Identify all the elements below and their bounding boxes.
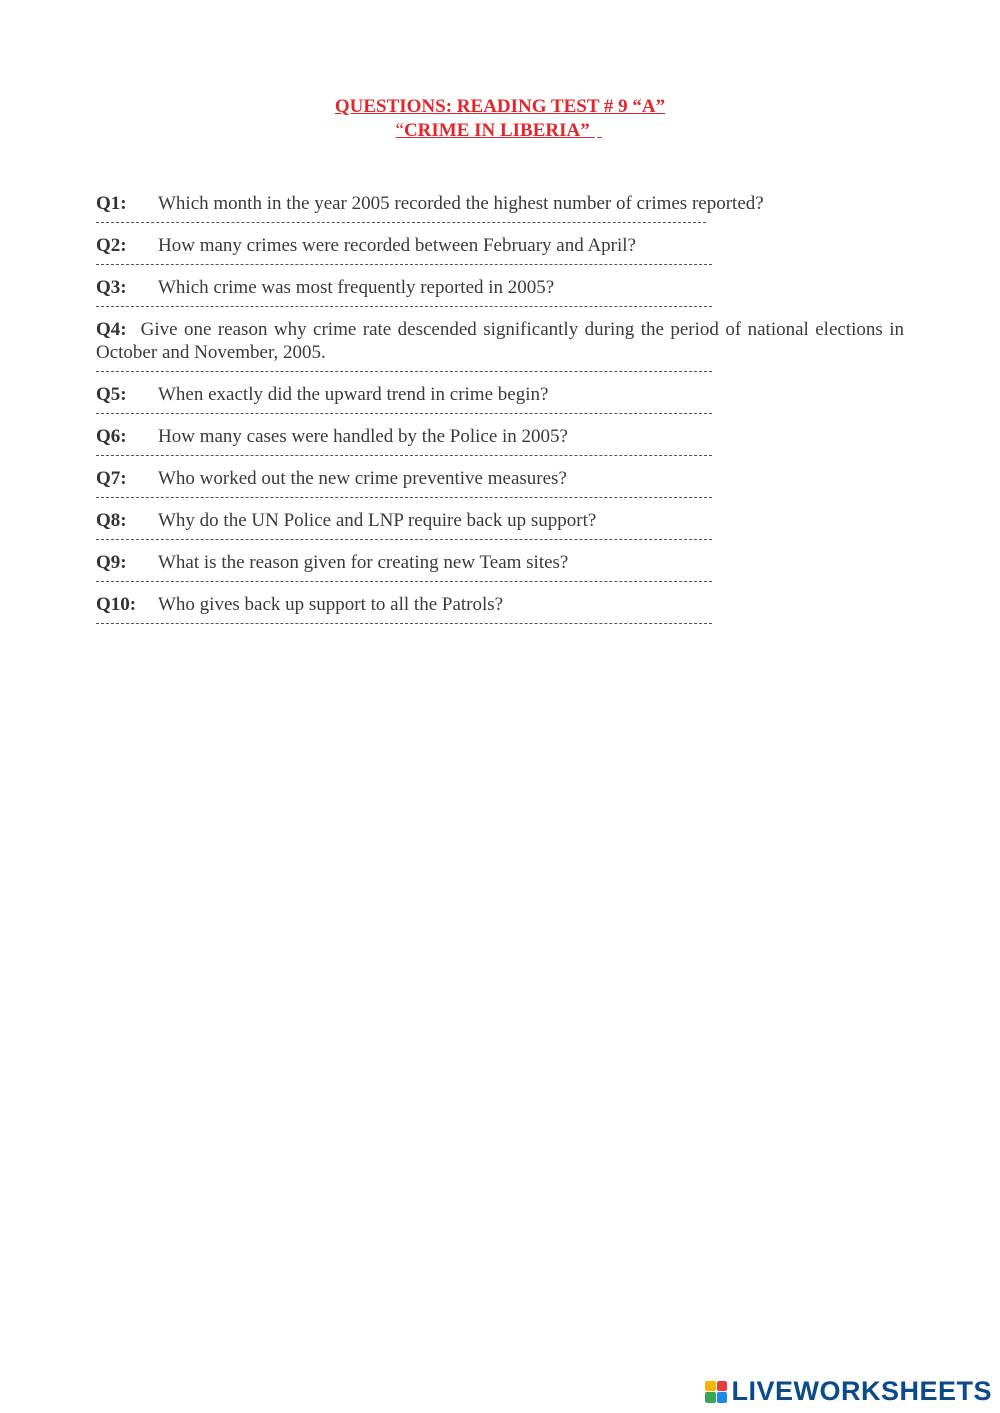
question-number: Q10: [96, 594, 137, 615]
subtitle-close-quote: ” [580, 120, 590, 141]
subtitle-text: CRIME IN LIBERIA [403, 120, 581, 141]
question-item [96, 276, 904, 307]
answer-line[interactable] [96, 306, 712, 307]
question-number: Q2: [96, 235, 127, 256]
question-item [96, 551, 904, 582]
question-number: Q9: [96, 552, 127, 573]
liveworksheets-logo-icon [705, 1381, 727, 1403]
question-text: What is the reason given for creating new Team sites? [158, 552, 569, 573]
question-number: Q4: [96, 319, 127, 340]
question-text: Give one reason why crime rate descended significantly during the period of national elections in October and November, 2005. [96, 319, 904, 363]
question-text: How many crimes were recorded between February and April? [158, 235, 636, 256]
answer-line[interactable] [96, 497, 712, 498]
subtitle-open-quote: “ [395, 120, 404, 141]
question-item [96, 425, 904, 456]
answer-line[interactable] [96, 413, 712, 414]
subtitle-underline-trail [595, 119, 605, 143]
question-text: How many cases were handled by the Police in 2005? [158, 426, 568, 447]
question-number: Q8: [96, 510, 127, 531]
logo-square-green [705, 1392, 716, 1403]
answer-line[interactable] [96, 371, 712, 372]
answer-line[interactable] [96, 455, 712, 456]
question-item [96, 467, 904, 498]
question-item [96, 383, 904, 414]
question-number: Q3: [96, 277, 127, 298]
question-list [96, 192, 904, 635]
question-item [96, 318, 904, 372]
question-item [96, 192, 904, 223]
question-text: Who gives back up support to all the Patrols? [158, 594, 504, 615]
question-text: Why do the UN Police and LNP require back up support? [158, 510, 597, 531]
answer-line[interactable] [96, 623, 712, 624]
answer-line[interactable] [96, 539, 712, 540]
question-number: Q6: [96, 426, 127, 447]
question-number: Q1: [96, 193, 127, 214]
logo-square-yellow [705, 1381, 716, 1392]
question-item [96, 509, 904, 540]
answer-line[interactable] [96, 264, 712, 265]
answer-line[interactable] [96, 581, 712, 582]
logo-square-red [717, 1381, 728, 1392]
logo-square-blue [717, 1392, 728, 1403]
question-item [96, 593, 904, 624]
page-subtitle [0, 119, 1000, 143]
question-text: Who worked out the new crime preventive measures? [158, 468, 567, 489]
brand-wordmark: LIVEWORKSHEETS [731, 1376, 992, 1406]
answer-line[interactable] [96, 222, 706, 223]
question-text: Which month in the year 2005 recorded the highest number of crimes reported? [158, 193, 764, 214]
question-number: Q5: [96, 384, 127, 405]
question-number: Q7: [96, 468, 127, 489]
question-item [96, 234, 904, 265]
question-text: When exactly did the upward trend in crime begin? [158, 384, 549, 405]
page-title: QUESTIONS: READING TEST # 9 “A” [334, 96, 666, 117]
question-text: Which crime was most frequently reported in 2005? [158, 277, 555, 298]
liveworksheets-brand [705, 1376, 992, 1407]
